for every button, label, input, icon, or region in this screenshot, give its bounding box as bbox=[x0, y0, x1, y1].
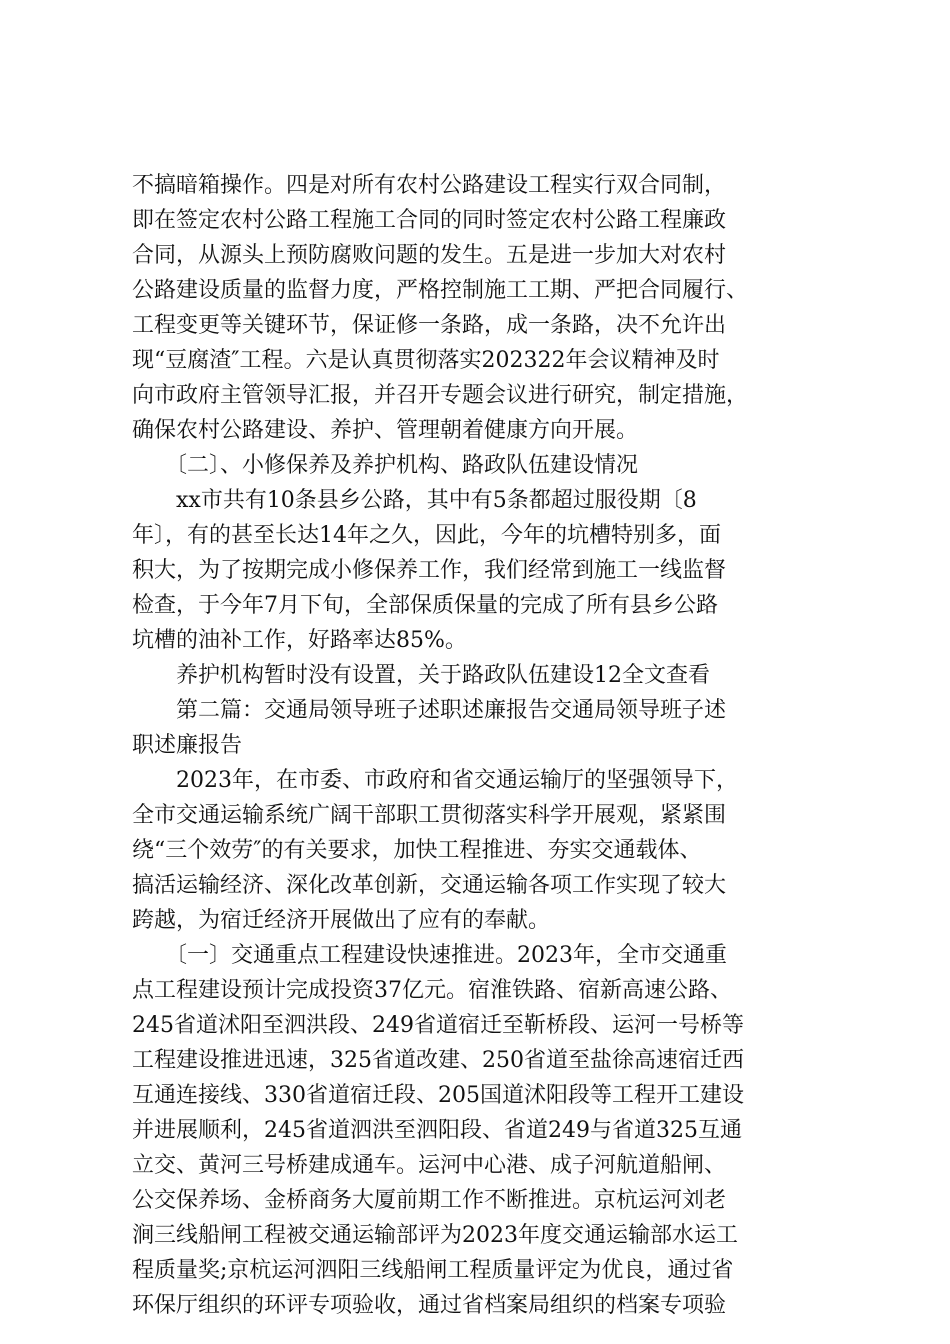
text-line: 检查，于今年7月下旬，全部保质保量的完成了所有县乡公路 bbox=[132, 593, 718, 618]
text-line: 搞活运输经济、深化改革创新，交通运输各项工作实现了较大 bbox=[132, 873, 727, 898]
text-line: 公路建设质量的监督力度，严格控制施工工期、严把合同履行、 bbox=[132, 278, 749, 303]
body-text bbox=[132, 168, 822, 1323]
text-line: 工程变更等关键环节，保证修一条路，成一条路，决不允许出 bbox=[132, 313, 727, 338]
chapter-title: 第二篇：交通局领导班子述职述廉报告交通局领导班子述 bbox=[132, 698, 727, 723]
text-line: 2023年，在市委、市政府和省交通运输厅的坚强领导下， bbox=[132, 768, 738, 793]
text-line: 互通连接线、330省道宿迁段、205国道沭阳段等工程开工建设 bbox=[132, 1083, 744, 1108]
text-line: 涧三线船闸工程被交通运输部评为2023年度交通运输部水运工 bbox=[132, 1223, 738, 1248]
text-line: 现“豆腐渣″工程。六是认真贯彻落实202322年会议精神及时 bbox=[132, 348, 720, 373]
text-line: 合同，从源头上预防腐败问题的发生。五是进一步加大对农村 bbox=[132, 243, 727, 268]
text-line: 跨越，为宿迁经济开展做出了应有的奉献。 bbox=[132, 908, 551, 933]
text-line: 点工程建设预计完成投资37亿元。宿淮铁路、宿新高速公路、 bbox=[132, 978, 732, 1003]
text-line: 年〕，有的甚至长达14年之久，因此，今年的坑槽特别多，面 bbox=[132, 523, 721, 548]
text-line: 全市交通运输系统广阔干部职工贯彻落实科学开展观，紧紧围 bbox=[132, 803, 727, 828]
text-line: 坑槽的油补工作，好路率达85%。 bbox=[132, 628, 467, 653]
text-line: 向市政府主管领导汇报，并召开专题会议进行研究，制定措施， bbox=[132, 383, 749, 408]
section-heading: 〔二〕、小修保养及养护机构、路政队伍建设情况 bbox=[132, 453, 639, 478]
text-line: 245省道沭阳至泗洪段、249省道宿迁至靳桥段、运河一号桥等 bbox=[132, 1013, 744, 1038]
section-heading: 〔一〕交通重点工程建设快速推进。2023年，全市交通重 bbox=[132, 943, 727, 968]
text-line: 不搞暗箱操作。四是对所有农村公路建设工程实行双合同制， bbox=[132, 173, 727, 198]
text-line: 公交保养场、金桥商务大厦前期工作不断推进。京杭运河刘老 bbox=[132, 1188, 727, 1213]
text-line: 并进展顺利，245省道泗洪至泗阳段、省道249与省道325互通 bbox=[132, 1118, 742, 1143]
text-line: 绕“三个效劳″的有关要求，加快工程推进、夯实交通载体、 bbox=[132, 838, 702, 863]
text-line: 即在签定农村公路工程施工合同的同时签定农村公路工程廉政 bbox=[132, 208, 727, 233]
text-line: 立交、黄河三号桥建成通车。运河中心港、成子河航道船闸、 bbox=[132, 1153, 727, 1178]
text-line: xx市共有10条县乡公路，其中有5条都超过服役期〔8 bbox=[132, 488, 697, 513]
text-line: 积大，为了按期完成小修保养工作，我们经常到施工一线监督 bbox=[132, 558, 727, 583]
text-line: 确保农村公路建设、养护、管理朝着健康方向开展。 bbox=[132, 418, 639, 443]
text-line: 环保厅组织的环评专项验收，通过省档案局组织的档案专项验 bbox=[132, 1293, 727, 1318]
text-line: 程质量奖;京杭运河泗阳三线船闸工程质量评定为优良，通过省 bbox=[132, 1258, 734, 1283]
text-line: 养护机构暂时没有设置，关于路政队伍建设12全文查看 bbox=[132, 663, 710, 688]
text-line: 工程建设推进迅速，325省道改建、250省道至盐徐高速宿迁西 bbox=[132, 1048, 744, 1073]
chapter-title: 职述廉报告 bbox=[132, 733, 243, 758]
